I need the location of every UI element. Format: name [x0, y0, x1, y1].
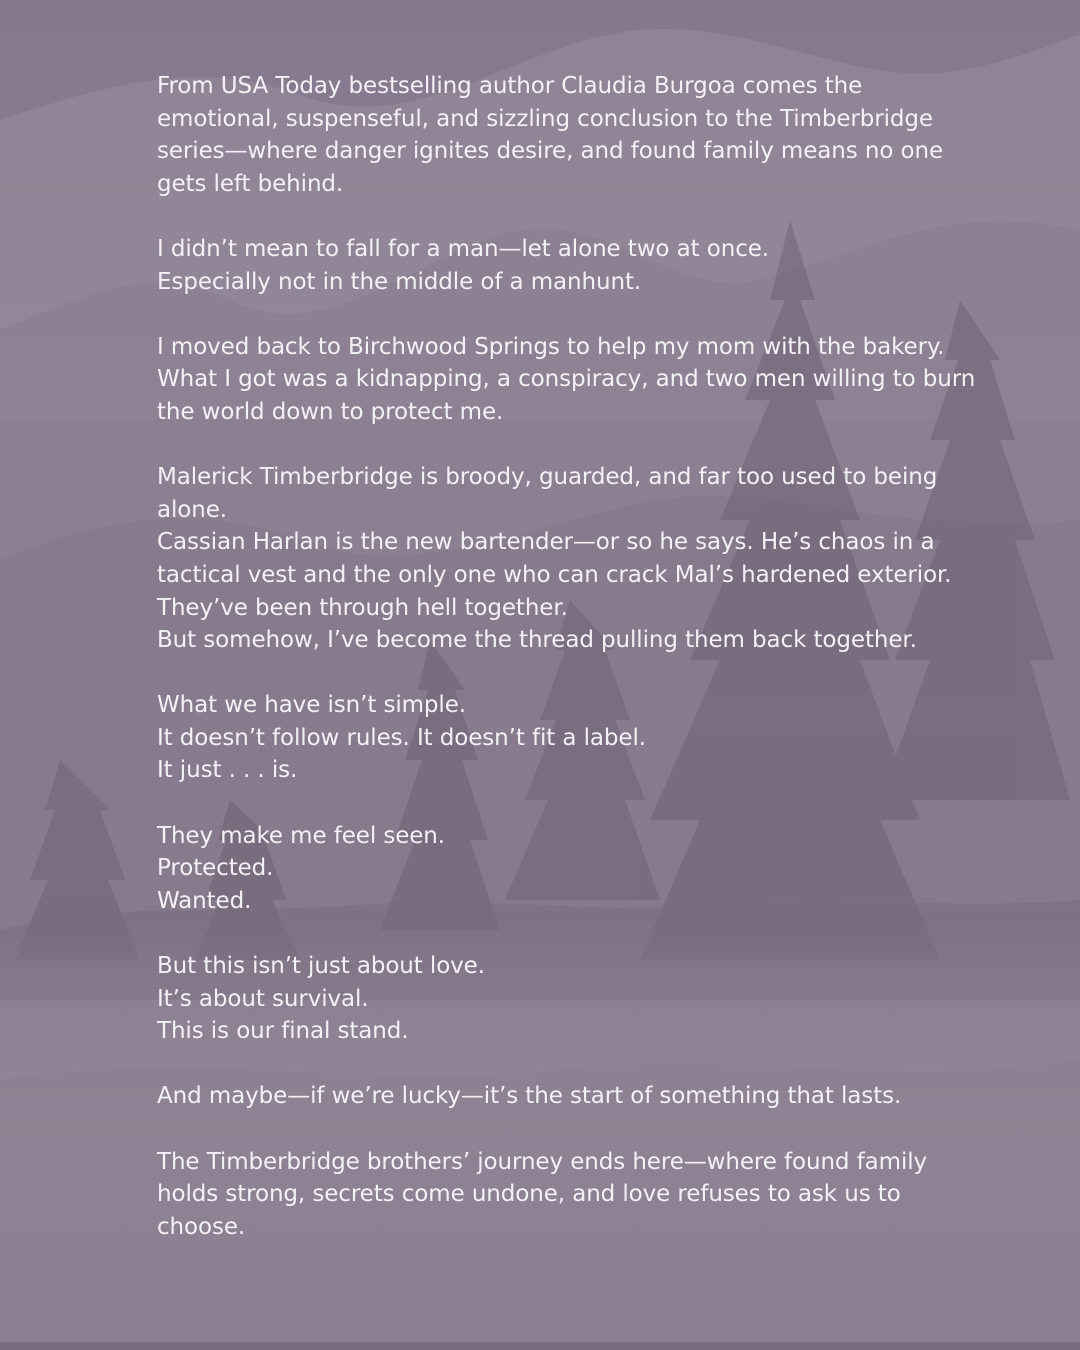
blurb-paragraph [157, 1080, 977, 1113]
blurb-line: What I got was a kidnapping, a conspiracy, and two men willing to burn the world down to protect me. [157, 366, 976, 425]
bottom-edge-strip [0, 1342, 1080, 1350]
blurb-line: Especially not in the middle of a manhunt. [157, 268, 642, 295]
blurb-line: I moved back to Birchwood Springs to help my mom with the bakery. [157, 333, 945, 360]
blurb-line: But this isn’t just about love. [157, 953, 485, 980]
blurb-line: It’s about survival. [157, 985, 369, 1012]
blurb-line: But somehow, I’ve become the thread pulling them back together. [157, 627, 917, 654]
blurb-paragraph-intro [157, 70, 977, 200]
blurb-paragraph [157, 331, 977, 429]
blurb-line: They make me feel seen. [157, 822, 445, 849]
blurb-line: The Timberbridge brothers’ journey ends here—where found family holds strong, secrets come undone, and love refuses to ask us to choose. [157, 1148, 928, 1240]
blurb-line: Protected. [157, 855, 274, 882]
blurb-line: It doesn’t follow rules. It doesn’t fit a label. [157, 724, 646, 751]
blurb-line: It just . . . is. [157, 757, 298, 784]
blurb-line: Wanted. [157, 887, 252, 914]
blurb-line: What we have isn’t simple. [157, 692, 466, 719]
blurb-line: I didn’t mean to fall for a man—let alone two at once. [157, 235, 769, 262]
blurb-line: From USA Today bestselling author Claudia Burgoa comes the emotional, suspenseful, and sizzling conclusion to the Timberbridge series—where danger ignites desire, and found family means no one gets left behind. [157, 73, 944, 197]
blurb-paragraph [157, 461, 977, 657]
blurb-line: Malerick Timberbridge is broody, guarded, and far too used to being alone. [157, 464, 938, 523]
book-blurb [157, 70, 977, 1276]
blurb-paragraph [157, 820, 977, 918]
blurb-line: And maybe—if we’re lucky—it’s the start of something that lasts. [157, 1083, 902, 1110]
blurb-paragraph [157, 689, 977, 787]
blurb-line: Cassian Harlan is the new bartender—or so he says. He’s chaos in a tactical vest and the only one who can crack Mal’s hardened exterior. [157, 529, 952, 588]
blurb-paragraph [157, 233, 977, 298]
blurb-line: They’ve been through hell together. [157, 594, 568, 621]
blurb-paragraph [157, 950, 977, 1048]
blurb-paragraph-closing [157, 1146, 977, 1244]
blurb-line: This is our final stand. [157, 1018, 409, 1045]
